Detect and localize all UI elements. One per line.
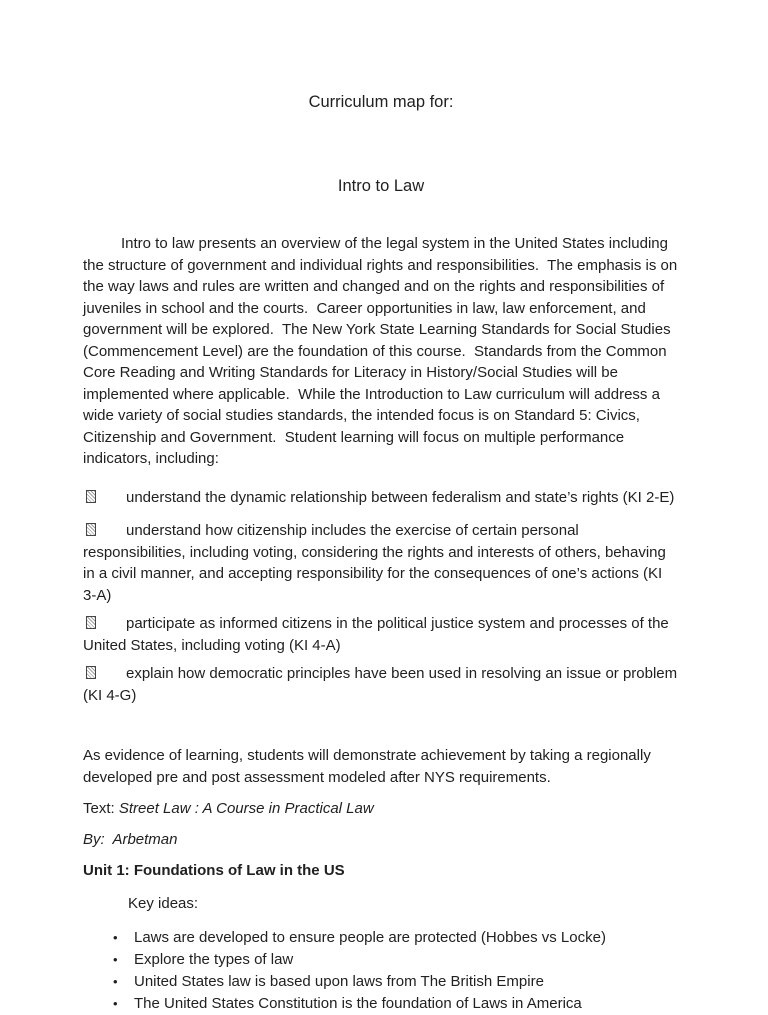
assessment-paragraph: As evidence of learning, students will demonstrate achievement by taking a regionally developed pre and post assessment modeled after NYS requirements. xyxy=(83,747,655,786)
missing-glyph-icon xyxy=(86,666,96,679)
performance-indicator-text: understand how citizenship includes the exercise of certain personal responsibilities, including voting, considering the rights and interests of others, behaving in a civil manner, and accepting responsibility for the consequences of one’s actions (KI 3-A) xyxy=(83,522,671,604)
performance-indicator-item xyxy=(83,520,679,606)
doc-title-line2: Intro to Law xyxy=(337,177,425,195)
textbook-line xyxy=(83,798,679,820)
performance-indicator-item xyxy=(83,613,679,656)
key-ideas-label: Key ideas: xyxy=(128,894,199,912)
list-item xyxy=(113,993,679,1015)
intro-paragraph: Intro to law presents an overview of the legal system in the United States including the structure of government and individual rights and responsibilities. The emphasis is on the way laws and rules are written and changed and on the rights and responsibilities of juveniles in school and the courts. Career opportunities in law, law enforcement, and government will be explored. The New York State Learning Standards for Social Studies (Commencement Level) are the foundation of this course. Standards from the Common Core Reading and Writing Standards for Literacy in History/Social Studies will be implemented where applicable. While the Introduction to Law curriculum will address a wide variety of social studies standards, the intended focus is on Standard 5: Civics, Citizenship and Government. Student learning will focus on multiple performance indicators, including: xyxy=(83,235,682,467)
missing-glyph-icon xyxy=(86,616,96,629)
list-item-text: Laws are developed to ensure people are protected (Hobbes vs Locke) xyxy=(134,929,606,946)
list-item xyxy=(113,949,679,971)
performance-indicator-text: participate as informed citizens in the political justice system and processes of the United States, including voting (KI 4-A) xyxy=(83,615,673,654)
performance-indicator-text: understand the dynamic relationship between federalism and state’s rights (KI 2-E) xyxy=(126,488,675,506)
doc-title-line1: Curriculum map for: xyxy=(308,93,454,111)
missing-glyph-icon xyxy=(86,523,96,536)
bullet-icon: • xyxy=(113,974,118,989)
list-item-text: The United States Constitution is the foundation of Laws in America xyxy=(134,995,582,1012)
performance-indicator-item xyxy=(83,663,682,706)
bullet-icon: • xyxy=(113,930,118,945)
missing-glyph-icon xyxy=(86,490,96,503)
textbook-label: Text: xyxy=(83,800,119,817)
document-content xyxy=(83,0,682,1015)
unit1-heading: Unit 1: Foundations of Law in the US xyxy=(83,862,345,879)
bullet-icon: • xyxy=(113,996,118,1011)
list-item xyxy=(113,971,679,993)
performance-indicator-text: explain how democratic principles have been used in resolving an issue or problem (KI 4-G) xyxy=(83,665,682,704)
list-item-text: Explore the types of law xyxy=(134,951,294,968)
author-line: By: Arbetman xyxy=(83,830,178,848)
key-ideas-list xyxy=(113,927,679,1015)
list-item-text: United States law is based upon laws from The British Empire xyxy=(134,973,544,990)
bullet-icon: • xyxy=(113,952,118,967)
performance-indicator-item xyxy=(83,487,679,509)
list-item xyxy=(113,927,679,949)
textbook-title: Street Law : A Course in Practical Law xyxy=(118,800,374,817)
